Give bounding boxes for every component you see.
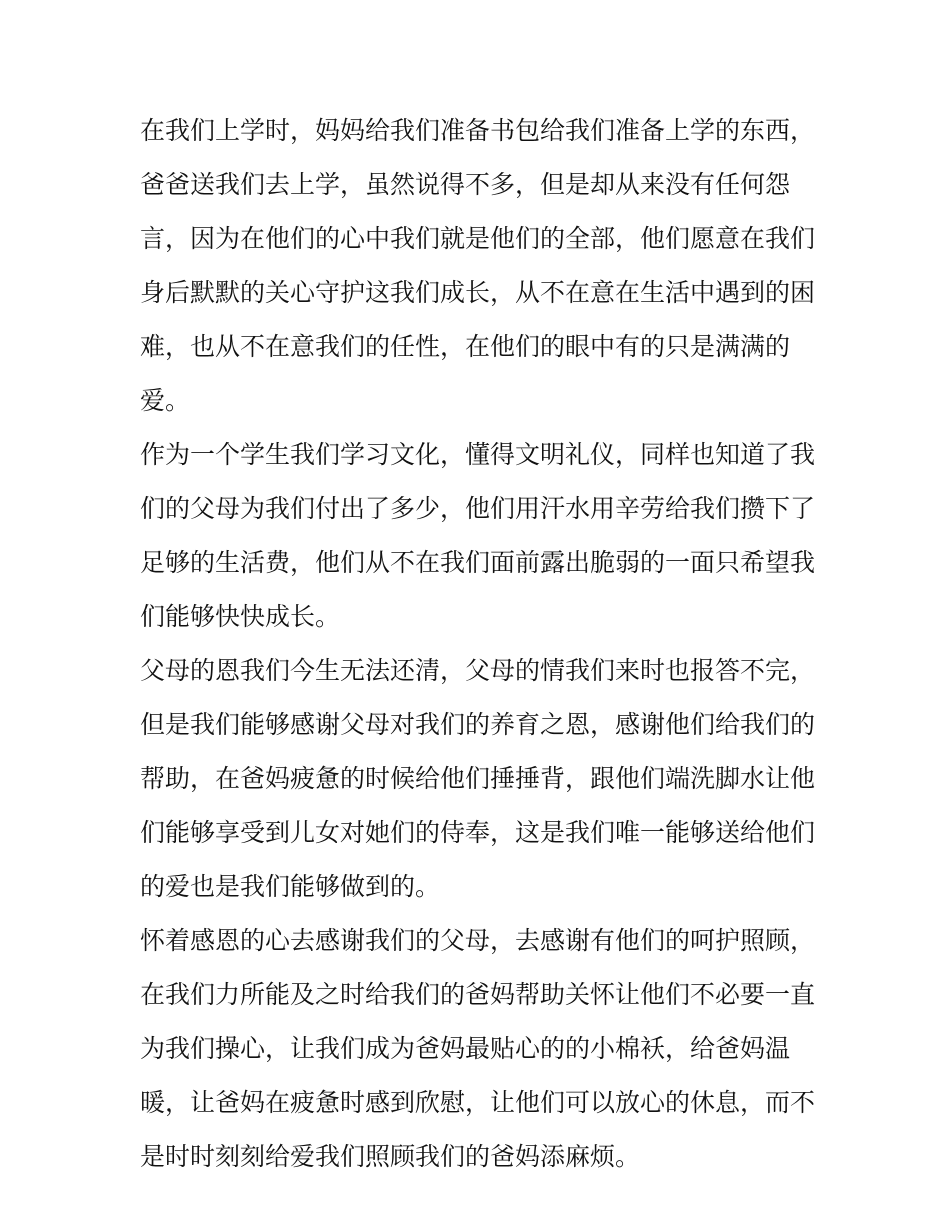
text-line: 是时时刻刻给爱我们照顾我们的爸妈添麻烦。 <box>140 1142 641 1171</box>
paragraph-2 <box>140 428 820 644</box>
text-line: 难，也从不在意我们的任性，在他们的眼中有的只是满满的 <box>140 332 791 361</box>
text-line: 们能够享受到儿女对她们的侍奉，这是我们唯一能够送给他们 <box>140 818 816 847</box>
text-line: 在我们力所能及之时给我们的爸妈帮助关怀让他们不必要一直 <box>140 980 816 1009</box>
text-line: 为我们操心，让我们成为爸妈最贴心的的小棉袄，给爸妈温 <box>140 1034 791 1063</box>
text-line: 在我们上学时，妈妈给我们准备书包给我们准备上学的东西， <box>140 116 816 145</box>
document-body <box>140 104 820 1184</box>
paragraph-1 <box>140 104 820 428</box>
text-line: 言，因为在他们的心中我们就是他们的全部，他们愿意在我们 <box>140 224 816 253</box>
text-line: 爱。 <box>140 386 191 415</box>
text-line: 暖，让爸妈在疲惫时感到欣慰，让他们可以放心的休息，而不 <box>140 1088 816 1117</box>
text-line: 父母的恩我们今生无法还清，父母的情我们来时也报答不完， <box>140 656 816 685</box>
text-line: 怀着感恩的心去感谢我们的父母，去感谢有他们的呵护照顾， <box>140 926 816 955</box>
text-line: 帮助，在爸妈疲惫的时候给他们捶捶背，跟他们端洗脚水让他 <box>140 764 816 793</box>
text-line: 足够的生活费，他们从不在我们面前露出脆弱的一面只希望我 <box>140 548 816 577</box>
text-line: 们能够快快成长。 <box>140 602 341 631</box>
text-line: 作为一个学生我们学习文化，懂得文明礼仪，同样也知道了我 <box>140 440 816 469</box>
text-line: 的爱也是我们能够做到的。 <box>140 872 441 901</box>
paragraph-3 <box>140 644 820 914</box>
text-line: 们的父母为我们付出了多少，他们用汗水用辛劳给我们攒下了 <box>140 494 816 523</box>
text-line: 但是我们能够感谢父母对我们的养育之恩，感谢他们给我们的 <box>140 710 816 739</box>
text-line: 爸爸送我们去上学，虽然说得不多，但是却从来没有任何怨 <box>140 170 791 199</box>
paragraph-4 <box>140 914 820 1184</box>
text-line: 身后默默的关心守护这我们成长，从不在意在生活中遇到的困 <box>140 278 816 307</box>
